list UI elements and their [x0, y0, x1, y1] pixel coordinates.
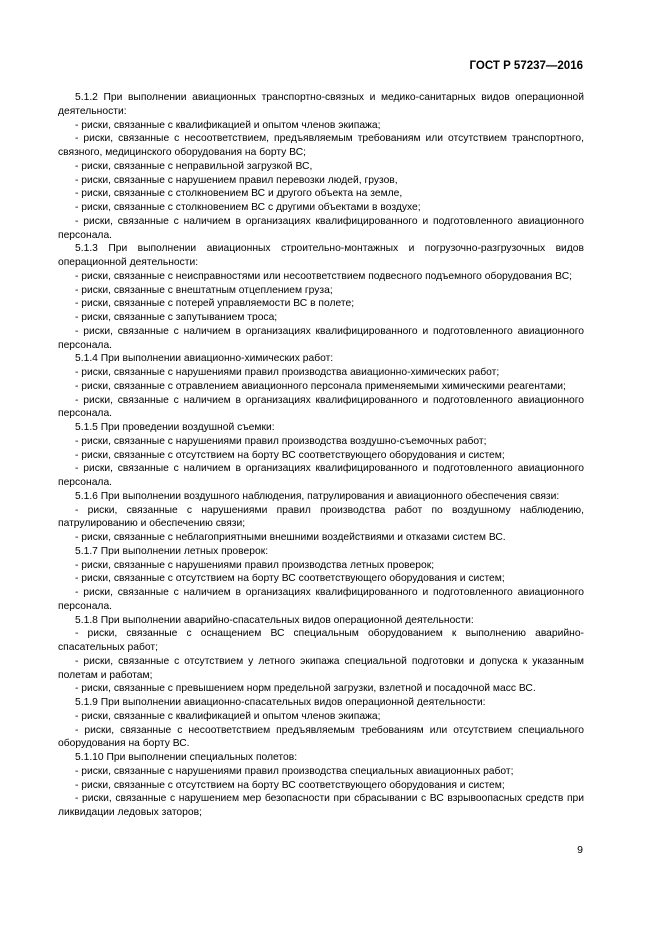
- list-item: - риски, связанные с неисправностями или несоответствием подвесного подъемного оборудования ВС;: [75, 270, 572, 282]
- document-body: [58, 91, 584, 820]
- list-item: - риски, связанные с нарушениями правил производства работ по воздушному наблюдению, патрулированию и обеспечению связи;: [58, 504, 584, 530]
- list-item: - риски, связанные с несоответствием, предъявляемым требованиям или отсутствием транспортного, связного, медицинского оборудования на борту ВС;: [58, 133, 584, 158]
- list-item: - риски, связанные с неправильной загрузкой ВС,: [75, 160, 313, 172]
- list-item: - риски, связанные с отсутствием на борту ВС соответствующего оборудования и систем;: [75, 573, 505, 585]
- list-item: - риски, связанные с оснащением ВС специальным оборудованием к выполнению аварийно-спасательных работ;: [58, 628, 584, 653]
- list-item: - риски, связанные с нарушениями правил производства авиационно-химических работ;: [75, 367, 500, 378]
- list-item: - риски, связанные с неблагоприятными внешними воздействиями и отказами систем ВС.: [75, 532, 506, 543]
- list-item: - риски, связанные с превышением норм предельной загрузки, взлетной и посадочной масс ВС.: [75, 683, 536, 695]
- list-item: - риски, связанные с столкновением ВС и другого объекта на земле,: [75, 188, 403, 200]
- list-item: - риски, связанные с нарушениями правил производства летных проверок;: [75, 559, 435, 571]
- list-item: - риски, связанные с наличием в организациях квалифицированного и подготовленного авиационного персонала.: [58, 394, 584, 420]
- list-item: - риски, связанные с потерей управляемости ВС в полете;: [75, 298, 355, 310]
- clause-5-1-5-heading: 5.1.5 При проведении воздушной съемки:: [75, 422, 275, 433]
- list-item: - риски, связанные с нарушением правил перевозки людей, грузов,: [75, 174, 398, 186]
- clause-5-1-9-heading: 5.1.9 При выполнении авиационно-спасательных видов операционной деятельности:: [75, 697, 486, 708]
- list-item: - риски, связанные с нарушением мер безопасности при сбрасывании с ВС взрывоопасных средств при ликвидации ледовых заторов;: [58, 793, 584, 818]
- list-item: - риски, связанные с наличием в организациях квалифицированного и подготовленного авиационного персонала.: [58, 215, 584, 241]
- clause-5-1-3-heading: 5.1.3 При выполнении авиационных строительно-монтажных и погрузочно-разгрузочных видов операционной деятельности:: [58, 243, 584, 268]
- document-header: ГОСТ Р 57237—2016: [469, 60, 583, 72]
- list-item: - риски, связанные с отсутствием на борту ВС соответствующего оборудования и систем;: [75, 779, 505, 791]
- list-item: - риски, связанные с отсутствием на борту ВС соответствующего оборудования и систем;: [75, 449, 505, 461]
- list-item: - риски, связанные с наличием в организациях квалифицированного и подготовленного авиационного персонала.: [58, 325, 584, 351]
- list-item: - риски, связанные с столкновением ВС с другими объектами в воздухе;: [75, 202, 421, 213]
- list-item: - риски, связанные с квалификацией и опытом членов экипажа;: [75, 119, 381, 131]
- clause-5-1-7-heading: 5.1.7 При выполнении летных проверок:: [75, 545, 269, 557]
- list-item: - риски, связанные с наличием в организациях квалифицированного и подготовленного авиационного персонала.: [58, 463, 584, 488]
- clause-5-1-10-heading: 5.1.10 При выполнении специальных полетов:: [75, 752, 298, 763]
- list-item: - риски, связанные с нарушениями правил производства воздушно-съемочных работ;: [75, 435, 487, 447]
- page-number: 9: [577, 844, 583, 856]
- list-item: - риски, связанные с отсутствием у летного экипажа специальной подготовки и допуска к указанным полетам и работам;: [58, 655, 584, 681]
- clause-5-1-2-heading: 5.1.2 При выполнении авиационных транспортно-связных и медико-санитарных видов операционной деятельности:: [58, 92, 584, 117]
- list-item: - риски, связанные с несоответствием предъявляемым требованиям или отсутствием специального оборудования на борту ВС.: [58, 724, 584, 750]
- list-item: - риски, связанные с нарушениями правил производства специальных авиационных работ;: [75, 765, 514, 777]
- clause-5-1-4-heading: 5.1.4 При выполнении авиационно-химических работ:: [75, 353, 334, 365]
- clause-5-1-8-heading: 5.1.8 При выполнении аварийно-спасательных видов операционной деятельности:: [75, 614, 474, 626]
- list-item: - риски, связанные с внештатным отцеплением груза;: [75, 284, 333, 296]
- list-item: - риски, связанные с отравлением авиационного персонала применяемыми химическими реагентами;: [75, 380, 566, 392]
- list-item: - риски, связанные с запутыванием троса;: [75, 312, 278, 323]
- list-item: - риски, связанные с квалификацией и опытом членов экипажа;: [75, 710, 381, 722]
- clause-5-1-6-heading: 5.1.6 При выполнении воздушного наблюдения, патрулирования и авиационного обеспечения связи:: [75, 490, 560, 502]
- list-item: - риски, связанные с наличием в организациях квалифицированного и подготовленного авиационного персонала.: [58, 587, 584, 612]
